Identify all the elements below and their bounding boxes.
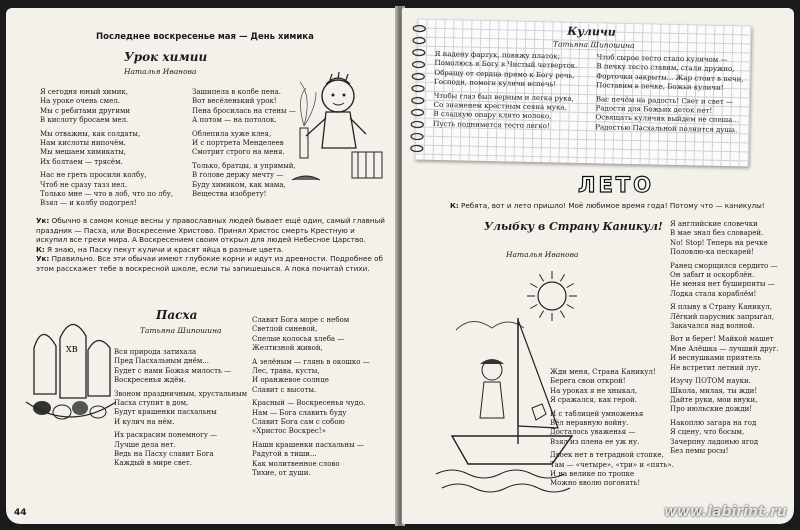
dialogue-line: Ук: Обычно в самом конце весны у православных людей бывает ещё один, самый главный праздник — Пасха, или Воскресение Христово. Принял Христос смерть Крестную и искупил все грехи мира. А Воскресением своим открыл для людей Небесное Царство. [36, 216, 385, 245]
poem-line: Славит с высоты. [252, 385, 317, 394]
poem-line: Будут крашенки пасхальны [114, 408, 217, 417]
poem-line: Зашипела в колбе пена. [192, 88, 282, 96]
poem-title-uroc: Урок химии [124, 50, 208, 64]
poem3-col-right [670, 220, 779, 456]
poem-line: Веществa изобрету! [192, 190, 267, 199]
poem-line: Радостью Пасхальной полнится душа. [595, 123, 738, 135]
poem-line: Желтизной живой, [252, 344, 323, 353]
poem-line: Лодка стала кораблём! [670, 289, 757, 298]
poem-line: Вёл неравную войну. [550, 419, 629, 428]
poem-line: Спелые колосья хлеба — [252, 334, 345, 343]
poem-line: Ранец сморщился сердито — [670, 261, 778, 270]
poem-line: Я сегодня юный химик, [40, 88, 128, 96]
poem-line: Про июльские дожди! [670, 405, 753, 414]
poem-line: Светлой синевой, [252, 325, 318, 334]
right-page [402, 8, 794, 524]
poem-line: Нам — Бога славить буду [252, 408, 347, 417]
dialogue-line: К: Я знаю, на Пасху пекут куличи и красят яйца в разные цвета. [36, 244, 284, 254]
poem-line: Их раскрасим понемногу — [114, 431, 218, 440]
poem-line: Я надену фартук, повяжу платок; [434, 49, 561, 61]
poem-line: Славят Бога море с небом [252, 316, 350, 324]
poem-line: Дайте руки, мои внуки, [670, 395, 758, 404]
poem-line: Смотрит строго на меня. [192, 148, 285, 157]
poem-line: В голове держу мечту — [192, 171, 284, 180]
poem-line: Нас не греть просили колбу, [40, 171, 147, 180]
poem-line: Пена бросилась на стены — [192, 106, 296, 115]
poem-line: Берега свои открой! [550, 377, 626, 386]
poem-line: На уроке очень смел. [40, 97, 120, 106]
poem-line: Накоплю загара на год [670, 418, 757, 427]
poem-line: И оранжевое солнце [252, 376, 329, 385]
poem-line: Я английские словечки [670, 220, 758, 228]
poem-line: Пусть поднимется тесто легко! [433, 119, 550, 131]
poem-line: Закачался над волной. [670, 322, 755, 331]
poem-line: Лес, трава, кусты, [252, 367, 320, 376]
poem-line: Со знаменем крестным сеяна мука, [433, 100, 567, 112]
poem-line: Чтоб не сразу тазз нел. [40, 180, 128, 189]
poem-author: Наталья Иванова [506, 250, 579, 259]
poem-line: Я плыву в Страну Каникул, [670, 303, 772, 312]
poem-line: Двоек нет в тетрадной стопке, [550, 451, 664, 460]
watermark: www.labirint.ru [664, 504, 787, 520]
notebook-title: Куличи [567, 24, 616, 39]
poem-line: Не встретит летний луг. [670, 363, 761, 372]
poem-line: Славит Бога сам с собою [252, 418, 345, 427]
poem-line: Жди меня, Страна Каникул! [550, 368, 656, 376]
poem-line: «Христос Воскрес!» [252, 427, 326, 436]
poem-line: Я сражался, как герой. [550, 396, 637, 405]
page-number: 44 [14, 508, 27, 518]
poem-line: Я сцену, что босым, [670, 428, 745, 437]
dialogue-block [36, 216, 386, 274]
poem-line: Только мне — что в лоб, что по лбу, [40, 190, 174, 199]
dialogue-line: Ук: Правильно. Все эти обычаи имеют глубокие корни и идут из древности. Подробнее об этом расскажет тебе в воскресной школе, если ты запишешься. А пока почитай стихи. [36, 254, 383, 273]
poem-line: Как молитвенное слово [252, 459, 340, 468]
poem-line: Помолюсь я Богу в Чистый четверток. [434, 59, 578, 71]
easter-cakes-illustration [22, 308, 118, 438]
poem-line: Красный — Воскресенья чудо. [252, 399, 366, 408]
poem-line: Каждый в мире свет. [114, 459, 193, 468]
poem-line: Он забыт и оскорблён. [670, 271, 755, 280]
left-page [6, 8, 398, 524]
poem-line: Вас печём на радость! Свет и свет — [595, 94, 734, 106]
poem-line: Взял — и колбу подогрел! [40, 199, 137, 208]
page-header: Последнее воскресенье мая — День химика [96, 32, 314, 42]
poem-line: Их болтаем — трясём. [40, 157, 123, 166]
poem2-col2 [252, 316, 370, 479]
poem-line: Радугой в тиши... [252, 450, 317, 459]
poem-line: Лучше дела нет. [114, 440, 176, 449]
poem-title-pasha: Пасха [156, 308, 198, 322]
poem-line: Без пемы росы! [670, 446, 729, 455]
summer-dialogue: К: Ребята, вот и лето пришло! Моё любимое время года! Потому что — каникулы! [450, 201, 765, 210]
poem3-col-left [550, 368, 674, 489]
poem-line: На уроках я не хныкал, [550, 386, 638, 395]
poem-line: И кулич на нём. [114, 417, 175, 426]
poem-line: Звоном праздничным, хрустальным [114, 389, 248, 398]
poem-line: Зачерпну ладонью ягод [670, 437, 759, 446]
poem-author: Наталья Иванова [124, 67, 197, 76]
poem-line: Только, братцы, я упрямый, [192, 161, 296, 170]
poem-line: Там — «четыре», «три» и «пять». [550, 460, 674, 469]
poem2-col1 [114, 348, 247, 469]
poem-line: Вот весёленький урок! [192, 97, 277, 106]
poem-line: Мы отважны, как солдаты, [40, 129, 141, 138]
poem-line: Нам кислоты нипочём. [40, 139, 126, 148]
poem-line: В сладкую опару клито молоко, [433, 110, 552, 121]
poem-line: А зелёным — глянь в окошко — [252, 357, 370, 366]
poem-line: В кислоту бросаем мел. [40, 116, 129, 125]
poem-author: Татьяна Шипошина [140, 326, 222, 335]
notebook-col2 [595, 53, 744, 135]
notebook-card [415, 19, 752, 167]
spiral-binding [409, 22, 428, 158]
notebook-col1 [433, 50, 578, 132]
poem-line: Не меняя нет буширпиты — [670, 280, 775, 289]
poem-line: Лёгкий парусник запрыгал, [670, 312, 775, 321]
chemist-boy-illustration [286, 68, 386, 188]
poem-line: Взял из плена ее уж ну. [550, 437, 640, 446]
poem-line: Ведь на Пасху славит Бога [114, 450, 214, 459]
poem-line: И с портрета Менделеев [192, 139, 284, 148]
poem-line: Чтобы глаз был верным и легка рука, [433, 91, 575, 103]
poem-line: И с таблицей умноженья [550, 409, 644, 418]
poem-line: И веснушками приятель [670, 354, 762, 363]
svg-text:ХВ: ХВ [66, 345, 78, 354]
poem-line: Воскресенья ждём. [114, 376, 187, 385]
poem-line: Можно вволю погонять! [550, 479, 641, 488]
poem-line: Облепила хуже клея, [192, 129, 272, 138]
poem-line: Половлю-ка пескарей! [670, 248, 754, 257]
notebook-author: Татьяна Шипошина [552, 39, 635, 51]
poem-line: Обращу от сердца прямо к Богу речь, [434, 68, 575, 80]
poem-line: Пред Пасхальным днём... [114, 357, 209, 366]
poem-title-kanikuly: Улыбку в Страну Каникул! [484, 220, 663, 233]
poem-line: Вот и берег! Майкой машет [670, 335, 774, 344]
poem-line: В мае знал без словарей. [670, 229, 764, 238]
poem-line: Радости для Божьих деток нет! [595, 104, 713, 115]
poem-line: И на велике по тропке [550, 470, 635, 479]
poem1-col1 [40, 88, 173, 209]
poem-line: Досталось уваженья — [550, 428, 636, 437]
poem-line: Наши крашенки пасхальны — [252, 440, 364, 449]
poem-line: Мне Алёшка — лучший друг. [670, 344, 779, 353]
poem-line: В печку тесто ставим, стали дружно, [596, 62, 735, 74]
poem-line: Пасха ступит в дом, [114, 399, 189, 408]
poem-line: Поставим в печке, Божьи куличи! [596, 81, 724, 93]
poem-line: Мы с ребятами другими [40, 106, 131, 115]
poem-line: Форточки закрыты... Жар стоит в печи, [596, 72, 744, 84]
section-title: ЛЕТО [578, 173, 654, 197]
poem-line: Изучу ПОТОМ науки. [670, 377, 751, 386]
poem-line: No! Stop! Теперь на речке [670, 238, 768, 247]
poem-line: Тихие, от души. [252, 469, 311, 478]
poem-line: Вся природа затихала [114, 348, 197, 356]
poem-line: Школа, милая, ты жди! [670, 386, 758, 395]
poem-line: Освящать куличик выйдем не спеша... [595, 113, 740, 125]
poem-line: Будет с нами Божья милость — [114, 366, 231, 375]
poem-line: Мы мешаем химикаты, [40, 148, 126, 157]
poem1-col2 [192, 88, 296, 199]
poem-line: Чтоб сырое тесто стало куличом — [596, 53, 728, 65]
poem-line: Господи, помоги куличи испечь! [434, 78, 557, 89]
poem-line: А потом — на потолок. [192, 116, 277, 125]
poem-line: Буду химиком, как мама, [192, 180, 286, 189]
